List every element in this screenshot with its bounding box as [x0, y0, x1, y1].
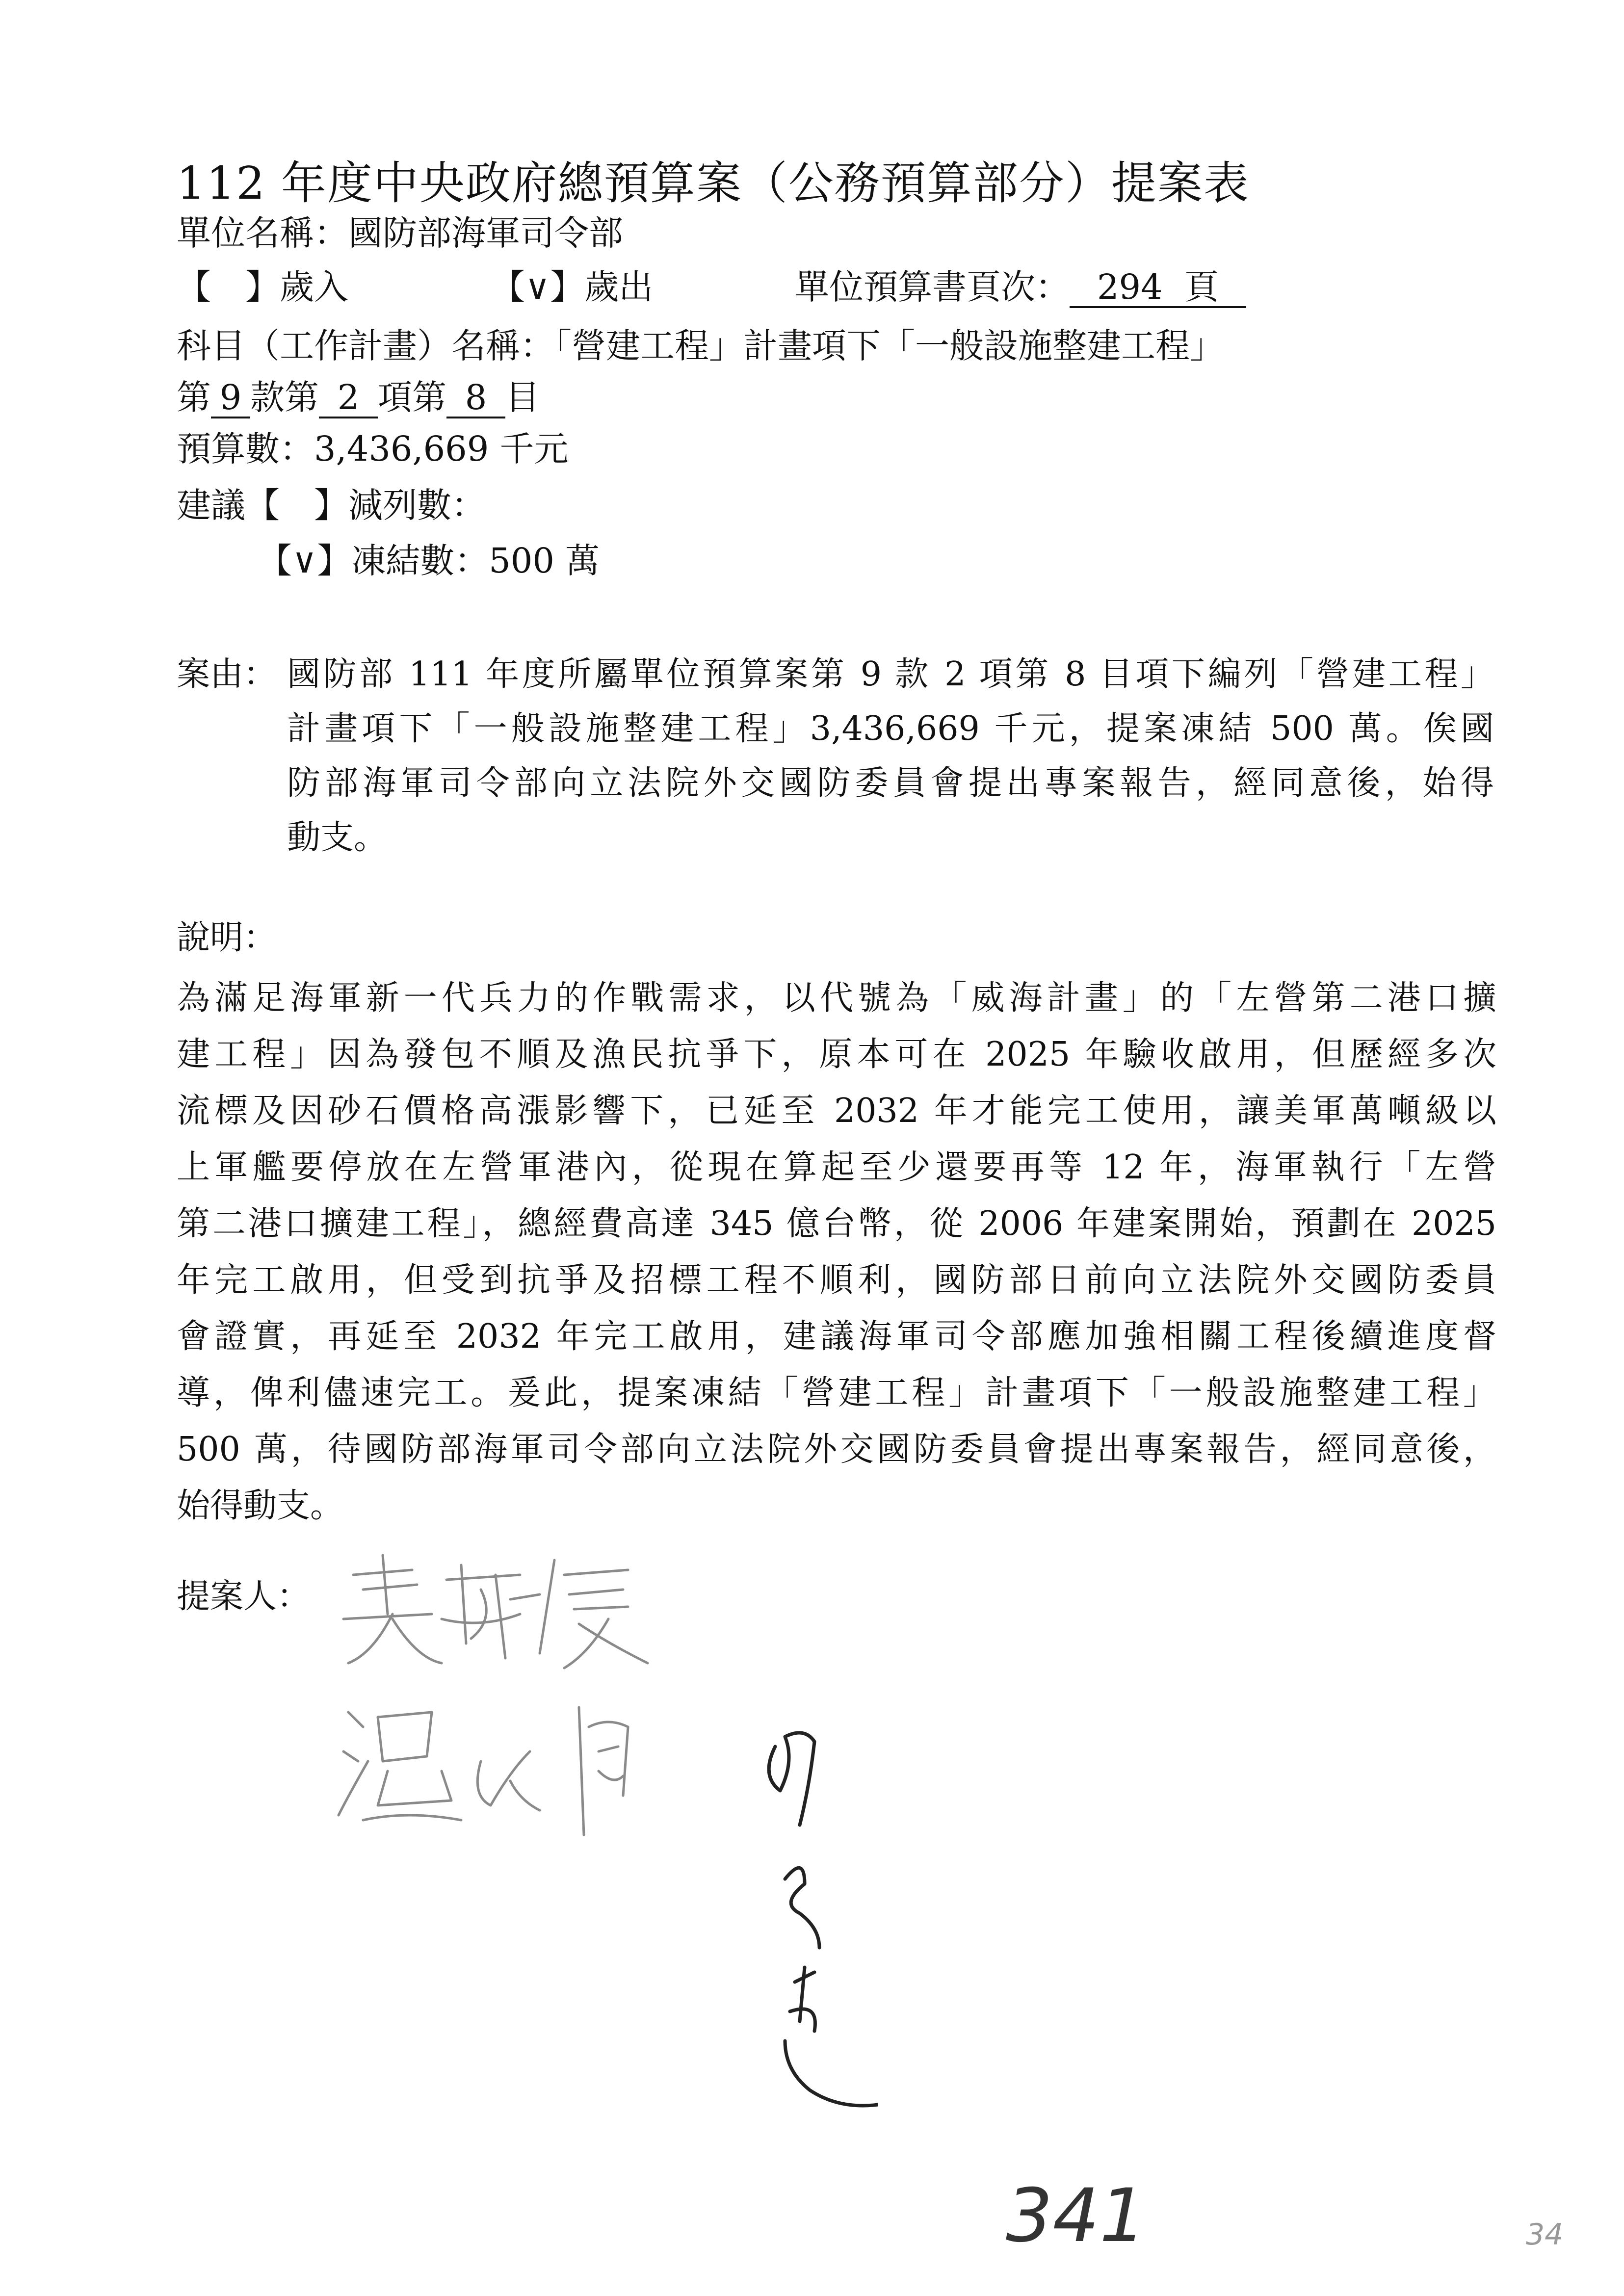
section-text: 第 — [177, 377, 211, 417]
case-reason-label: 案由： — [177, 655, 277, 694]
budget-label: 預算數： — [177, 429, 314, 469]
case-reason-line: 動支。 — [287, 818, 388, 857]
proposal-label: 建議 — [177, 485, 245, 525]
case-reason-line: 國防部 111 年度所屬單位預算案第 9 款 2 項第 8 目項下編列「營建工程」 — [287, 655, 1494, 694]
proposers-label: 提案人： — [177, 1577, 311, 1616]
revenue-label: 歲入 — [280, 267, 348, 307]
explanation-line: 會證實，再延至 2032 年完工啟用，建議海軍司令部應加強相關工程後續進度督 — [177, 1317, 1496, 1356]
explanation-line: 為滿足海軍新一代兵力的作戰需求，以代號為「威海計畫」的「左營第二港口擴 — [177, 979, 1496, 1018]
proposal-cut-row — [177, 483, 486, 527]
explanation-text — [177, 974, 1496, 1538]
subject-value: 「營建工程」計畫項下「一般設施整建工程」 — [554, 326, 1224, 366]
unit-name-label: 單位名稱： — [177, 213, 348, 253]
expense-row — [491, 265, 653, 309]
freeze-checkbox: 【∨】 — [258, 541, 352, 581]
page-unit: 頁 — [1184, 267, 1219, 307]
case-reason-line: 計畫項下「一般設施整建工程」3,436,669 千元，提案凍結 500 萬。俟國 — [287, 709, 1494, 748]
page-label: 單位預算書頁次： — [795, 267, 1070, 307]
section-text: 款第 — [250, 377, 319, 417]
handwritten-corner-number: 34 — [1526, 2218, 1564, 2252]
cut-label: 減列數： — [348, 485, 486, 525]
explanation-line: 第二港口擴建工程」，總經費高達 345 億台幣，從 2006 年建案開始，預劃在 2025 — [177, 1204, 1496, 1243]
explanation-line: 流標及因砂石價格高漲影響下，已延至 2032 年才能完工使用，讓美軍萬噸級以 — [177, 1092, 1496, 1130]
kuan-number: 9 — [211, 378, 250, 418]
page-number-field — [1070, 268, 1246, 308]
page-number-value: 294 — [1097, 267, 1163, 307]
expense-label: 歲出 — [584, 267, 654, 307]
signature-1 — [334, 1545, 657, 1673]
mu-number: 8 — [446, 378, 505, 418]
section-row — [177, 375, 540, 419]
revenue-expense-row — [177, 265, 348, 309]
unit-name-row — [177, 211, 623, 255]
handwritten-sheet-number: 341 — [1006, 2173, 1147, 2259]
freeze-value: 500 萬 — [489, 541, 600, 581]
explanation-line: 500 萬，待國防部海軍司令部向立法院外交國防委員會提出專案報告，經同意後， — [177, 1430, 1496, 1469]
case-reason-line: 防部海軍司令部向立法院外交國防委員會提出專案報告，經同意後，始得 — [287, 764, 1494, 803]
freeze-label: 凍結數： — [351, 541, 489, 581]
explanation-line: 年完工啟用，但受到抗爭及招標工程不順利，國防部日前向立法院外交國防委員 — [177, 1261, 1496, 1300]
cut-checkbox: 【 】 — [245, 485, 348, 525]
expense-checkbox: 【∨】 — [491, 267, 585, 307]
explanation-label: 說明： — [177, 918, 277, 957]
section-text: 項第 — [378, 377, 446, 417]
explanation-line: 建工程」因為發包不順及漁民抗爭下，原本可在 2025 年驗收啟用，但歷經多次 — [177, 1035, 1496, 1074]
signature-3 — [751, 1717, 878, 2119]
subject-label: 科目（工作計畫）名稱： — [177, 326, 554, 366]
xiang-number: 2 — [319, 378, 378, 418]
budget-value: 3,436,669 千元 — [314, 429, 569, 469]
document-title: 112 年度中央政府總預算案（公務預算部分）提案表 — [177, 157, 1250, 209]
revenue-checkbox: 【 】 — [177, 267, 280, 307]
explanation-line: 導，俾利儘速完工。爰此，提案凍結「營建工程」計畫項下「一般設施整建工程」 — [177, 1374, 1496, 1412]
signature-2 — [334, 1697, 648, 1845]
explanation-line: 始得動支。 — [177, 1487, 344, 1525]
unit-name-value: 國防部海軍司令部 — [348, 213, 623, 253]
budget-book-page-row — [795, 265, 1246, 309]
case-reason-text — [287, 650, 1494, 868]
proposal-freeze-row — [258, 539, 600, 583]
budget-amount-row — [177, 427, 569, 471]
explanation-line: 上軍艦要停放在左營軍港內，從現在算起至少還要再等 12 年，海軍執行「左營 — [177, 1148, 1496, 1187]
section-text: 目 — [505, 377, 540, 417]
subject-row — [177, 324, 1224, 368]
